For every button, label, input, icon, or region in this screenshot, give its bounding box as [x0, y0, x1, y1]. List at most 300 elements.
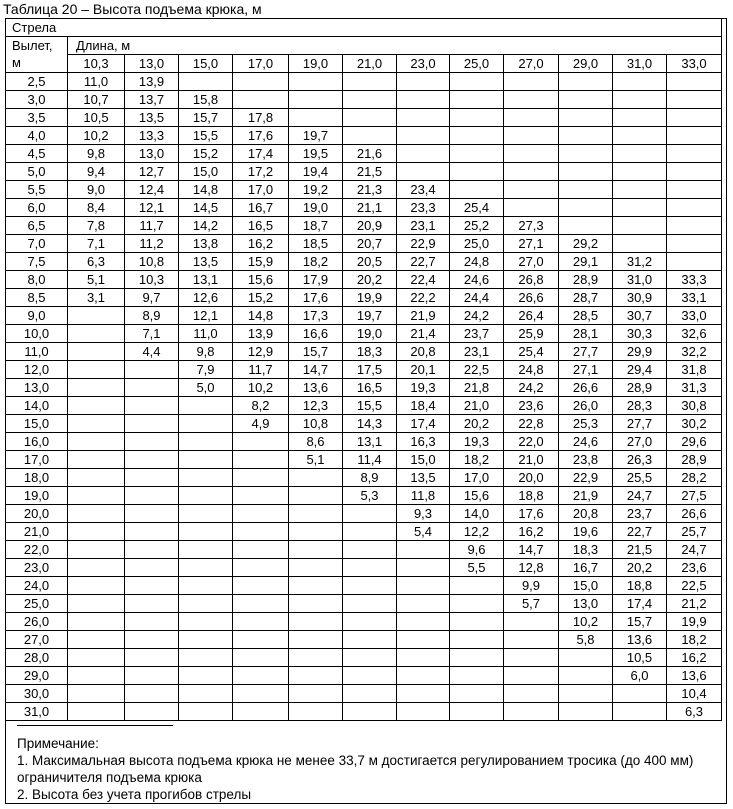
height-cell: 27,7	[613, 415, 667, 433]
height-cell	[125, 451, 179, 469]
height-cell: 11,0	[68, 73, 125, 91]
height-cell	[559, 181, 613, 199]
height-cell	[559, 73, 613, 91]
height-cell	[68, 577, 125, 595]
height-cell: 8,2	[233, 397, 289, 415]
height-cell	[179, 667, 233, 685]
height-cell: 15,0	[179, 163, 233, 181]
height-cell: 13,5	[397, 469, 450, 487]
height-cell: 22,9	[559, 469, 613, 487]
height-cell	[504, 73, 559, 91]
table-row	[6, 217, 722, 235]
height-cell: 15,6	[233, 271, 289, 289]
height-cell: 24,4	[450, 289, 504, 307]
height-cell	[397, 577, 450, 595]
height-cell	[125, 541, 179, 559]
height-cell: 18,5	[289, 235, 343, 253]
height-cell: 16,7	[559, 559, 613, 577]
height-cell: 15,0	[397, 451, 450, 469]
radius-cell: 27,0	[6, 631, 68, 649]
height-cell: 6,3	[667, 703, 722, 721]
height-cell: 25,3	[559, 415, 613, 433]
height-cell	[125, 361, 179, 379]
height-cell: 20,2	[343, 271, 397, 289]
table-row	[6, 667, 722, 685]
height-cell: 18,3	[559, 541, 613, 559]
radius-cell: 28,0	[6, 649, 68, 667]
height-cell: 19,3	[397, 379, 450, 397]
table-row	[6, 703, 722, 721]
height-cell	[343, 127, 397, 145]
height-cell: 27,1	[559, 361, 613, 379]
height-cell: 20,9	[343, 217, 397, 235]
height-cell: 10,7	[68, 91, 125, 109]
height-cell: 10,8	[289, 415, 343, 433]
height-cell: 20,8	[559, 505, 613, 523]
height-cell	[559, 127, 613, 145]
height-cell	[68, 343, 125, 361]
height-cell	[613, 91, 667, 109]
length-header-cell: 15,0	[179, 55, 233, 73]
height-cell: 32,2	[667, 343, 722, 361]
radius-cell: 13,0	[6, 379, 68, 397]
height-cell: 5,3	[343, 487, 397, 505]
height-cell: 9,8	[179, 343, 233, 361]
height-cell	[125, 631, 179, 649]
height-cell: 19,2	[289, 181, 343, 199]
height-cell: 33,0	[667, 307, 722, 325]
height-cell: 18,2	[450, 451, 504, 469]
height-cell: 18,7	[289, 217, 343, 235]
length-header-cell: 27,0	[504, 55, 559, 73]
height-cell: 16,2	[667, 649, 722, 667]
height-cell	[233, 505, 289, 523]
table-row	[6, 613, 722, 631]
height-cell: 12,1	[179, 307, 233, 325]
height-cell	[233, 685, 289, 703]
radius-cell: 8,0	[6, 271, 68, 289]
height-cell	[233, 433, 289, 451]
height-cell: 18,8	[504, 487, 559, 505]
height-cell	[179, 685, 233, 703]
height-cell: 5,7	[504, 595, 559, 613]
height-cell: 22,9	[397, 235, 450, 253]
height-cell: 18,8	[613, 577, 667, 595]
height-cell	[125, 433, 179, 451]
height-cell: 17,8	[233, 109, 289, 127]
height-cell: 19,3	[450, 433, 504, 451]
height-cell	[504, 649, 559, 667]
height-cell: 21,4	[397, 325, 450, 343]
height-cell	[504, 703, 559, 721]
height-cell	[68, 667, 125, 685]
height-cell: 13,5	[179, 253, 233, 271]
height-cell	[68, 307, 125, 325]
height-cell	[504, 91, 559, 109]
height-cell: 27,1	[504, 235, 559, 253]
height-cell	[559, 163, 613, 181]
height-cell: 7,8	[68, 217, 125, 235]
height-cell	[504, 613, 559, 631]
height-cell: 10,4	[667, 685, 722, 703]
height-cell: 30,3	[613, 325, 667, 343]
height-cell	[289, 667, 343, 685]
height-cell: 15,2	[179, 145, 233, 163]
height-cell: 4,4	[125, 343, 179, 361]
height-cell	[68, 487, 125, 505]
height-cell: 13,6	[667, 667, 722, 685]
height-cell	[125, 469, 179, 487]
height-cell	[559, 685, 613, 703]
height-cell: 6,3	[68, 253, 125, 271]
height-cell	[233, 577, 289, 595]
height-cell	[504, 163, 559, 181]
radius-cell: 4,0	[6, 127, 68, 145]
table-row	[6, 91, 722, 109]
height-cell: 20,1	[397, 361, 450, 379]
radius-cell: 6,5	[6, 217, 68, 235]
height-cell	[289, 613, 343, 631]
height-cell	[504, 631, 559, 649]
height-cell: 13,7	[125, 91, 179, 109]
height-cell	[450, 127, 504, 145]
height-cell	[343, 613, 397, 631]
height-cell	[559, 703, 613, 721]
radius-cell: 15,0	[6, 415, 68, 433]
height-cell	[233, 613, 289, 631]
table-row	[6, 307, 722, 325]
height-cell	[125, 559, 179, 577]
height-cell: 16,2	[233, 235, 289, 253]
height-cell: 20,7	[343, 235, 397, 253]
height-cell: 17,3	[289, 307, 343, 325]
height-cell: 6,0	[613, 667, 667, 685]
height-cell: 15,5	[343, 397, 397, 415]
height-cell: 22,5	[450, 361, 504, 379]
radius-cell: 31,0	[6, 703, 68, 721]
height-cell: 23,7	[450, 325, 504, 343]
height-cell	[289, 685, 343, 703]
height-cell: 23,6	[504, 397, 559, 415]
height-cell: 26,3	[613, 451, 667, 469]
height-cell	[450, 595, 504, 613]
radius-cell: 7,5	[6, 253, 68, 271]
height-cell	[504, 199, 559, 217]
height-cell: 13,9	[233, 325, 289, 343]
height-cell: 23,4	[397, 181, 450, 199]
table-row	[6, 577, 722, 595]
height-cell	[179, 703, 233, 721]
height-cell	[559, 667, 613, 685]
height-cell: 5,1	[68, 271, 125, 289]
height-cell: 13,0	[125, 145, 179, 163]
height-cell: 20,8	[397, 343, 450, 361]
height-cell	[289, 703, 343, 721]
height-cell	[68, 325, 125, 343]
table-row	[6, 253, 722, 271]
height-cell: 17,6	[289, 289, 343, 307]
height-cell: 8,9	[343, 469, 397, 487]
length-header-cell: 19,0	[289, 55, 343, 73]
height-cell: 26,0	[559, 397, 613, 415]
height-cell	[343, 541, 397, 559]
height-cell: 18,4	[397, 397, 450, 415]
height-cell: 24,8	[450, 253, 504, 271]
height-cell: 14,8	[233, 307, 289, 325]
height-cell	[397, 109, 450, 127]
height-cell: 15,2	[233, 289, 289, 307]
height-cell: 17,4	[233, 145, 289, 163]
height-cell: 11,7	[233, 361, 289, 379]
height-cell	[179, 451, 233, 469]
length-header-cell: 31,0	[613, 55, 667, 73]
height-cell: 11,4	[343, 451, 397, 469]
height-cell: 11,0	[179, 325, 233, 343]
table-row	[6, 541, 722, 559]
height-cell	[125, 379, 179, 397]
height-cell	[233, 91, 289, 109]
height-cell	[233, 631, 289, 649]
height-cell	[179, 523, 233, 541]
height-cell	[450, 685, 504, 703]
table-row	[6, 235, 722, 253]
height-cell	[397, 91, 450, 109]
height-cell	[179, 415, 233, 433]
height-cell	[125, 505, 179, 523]
table-row	[6, 487, 722, 505]
height-cell	[233, 703, 289, 721]
height-cell: 15,7	[289, 343, 343, 361]
height-cell: 16,5	[233, 217, 289, 235]
height-cell: 23,1	[397, 217, 450, 235]
height-cell: 11,8	[397, 487, 450, 505]
height-cell	[667, 181, 722, 199]
height-cell	[504, 685, 559, 703]
height-cell	[450, 667, 504, 685]
table-row	[6, 451, 722, 469]
height-cell	[125, 415, 179, 433]
height-cell: 14,5	[179, 199, 233, 217]
height-cell: 7,1	[125, 325, 179, 343]
height-cell	[343, 91, 397, 109]
height-cell	[233, 469, 289, 487]
height-cell	[125, 595, 179, 613]
height-cell: 27,0	[613, 433, 667, 451]
height-cell: 29,4	[613, 361, 667, 379]
table-row	[6, 199, 722, 217]
length-header-cell: 17,0	[233, 55, 289, 73]
height-cell: 21,5	[613, 541, 667, 559]
table-row	[6, 649, 722, 667]
height-cell: 21,9	[397, 307, 450, 325]
height-cell: 27,0	[504, 253, 559, 271]
notes-title: Примечание:	[17, 736, 99, 751]
notes-block	[17, 735, 721, 803]
height-cell: 17,2	[233, 163, 289, 181]
height-cell: 17,4	[613, 595, 667, 613]
table-row	[6, 343, 722, 361]
height-cell: 31,8	[667, 361, 722, 379]
height-cell: 12,4	[125, 181, 179, 199]
radius-cell: 5,5	[6, 181, 68, 199]
height-cell: 15,7	[179, 109, 233, 127]
height-cell: 22,5	[667, 577, 722, 595]
table-row	[6, 379, 722, 397]
height-cell: 31,0	[613, 271, 667, 289]
height-cell	[289, 487, 343, 505]
height-cell: 5,4	[397, 523, 450, 541]
height-cell: 13,3	[125, 127, 179, 145]
height-cell	[233, 559, 289, 577]
height-cell	[397, 703, 450, 721]
table-row	[6, 631, 722, 649]
height-cell	[397, 145, 450, 163]
note-2: 2. Высота без учета прогибов стрелы	[17, 787, 252, 802]
height-cell	[397, 667, 450, 685]
height-cell: 12,9	[233, 343, 289, 361]
height-cell	[289, 649, 343, 667]
header-row-labels	[6, 37, 722, 55]
height-cell	[125, 685, 179, 703]
height-cell	[613, 73, 667, 91]
height-cell	[667, 235, 722, 253]
height-cell: 4,9	[233, 415, 289, 433]
height-cell	[450, 631, 504, 649]
height-cell: 17,0	[450, 469, 504, 487]
height-cell	[343, 649, 397, 667]
height-cell	[613, 181, 667, 199]
height-cell: 28,3	[613, 397, 667, 415]
table-row	[6, 415, 722, 433]
height-cell: 24,2	[450, 307, 504, 325]
height-cell	[613, 235, 667, 253]
height-cell: 22,4	[397, 271, 450, 289]
height-cell	[397, 613, 450, 631]
height-cell: 22,0	[504, 433, 559, 451]
height-cell: 15,0	[559, 577, 613, 595]
radius-cell: 8,5	[6, 289, 68, 307]
table-row	[6, 361, 722, 379]
height-cell	[289, 577, 343, 595]
height-cell: 9,7	[125, 289, 179, 307]
height-cell: 16,7	[233, 199, 289, 217]
height-cell	[343, 595, 397, 613]
height-cell	[559, 109, 613, 127]
height-cell: 25,2	[450, 217, 504, 235]
height-cell	[179, 649, 233, 667]
length-header-cell: 25,0	[450, 55, 504, 73]
height-cell	[397, 559, 450, 577]
height-cell: 14,0	[450, 505, 504, 523]
height-cell	[504, 145, 559, 163]
height-cell: 33,3	[667, 271, 722, 289]
height-cell: 17,9	[289, 271, 343, 289]
height-cell: 8,6	[289, 433, 343, 451]
radius-cell: 24,0	[6, 577, 68, 595]
height-cell	[397, 163, 450, 181]
height-cell	[450, 703, 504, 721]
height-cell: 24,2	[504, 379, 559, 397]
height-cell: 7,9	[179, 361, 233, 379]
height-cell	[397, 127, 450, 145]
height-cell: 19,0	[343, 325, 397, 343]
hook-height-table	[5, 18, 722, 721]
height-cell: 31,2	[613, 253, 667, 271]
table-row	[6, 109, 722, 127]
height-cell: 27,7	[559, 343, 613, 361]
radius-cell: 12,0	[6, 361, 68, 379]
radius-cell: 3,0	[6, 91, 68, 109]
height-cell	[233, 487, 289, 505]
height-cell	[289, 541, 343, 559]
radius-cell: 20,0	[6, 505, 68, 523]
table-row	[6, 595, 722, 613]
height-cell	[125, 667, 179, 685]
height-cell	[450, 109, 504, 127]
length-header-cell: 23,0	[397, 55, 450, 73]
height-cell	[343, 505, 397, 523]
header-row-lengths	[6, 55, 722, 73]
height-cell	[233, 595, 289, 613]
height-cell: 26,8	[504, 271, 559, 289]
height-cell: 33,1	[667, 289, 722, 307]
height-cell	[343, 631, 397, 649]
height-cell: 5,5	[450, 559, 504, 577]
height-cell	[343, 73, 397, 91]
height-cell: 12,8	[504, 559, 559, 577]
height-cell	[289, 505, 343, 523]
height-cell: 15,5	[179, 127, 233, 145]
height-cell	[613, 145, 667, 163]
height-cell	[68, 505, 125, 523]
table-row	[6, 181, 722, 199]
height-cell	[179, 73, 233, 91]
height-cell	[343, 703, 397, 721]
height-cell: 9,0	[68, 181, 125, 199]
table-caption: Таблица 20 – Высота подъема крюка, м	[3, 1, 262, 17]
height-cell	[68, 523, 125, 541]
height-cell: 20,0	[504, 469, 559, 487]
height-cell	[233, 667, 289, 685]
height-cell: 20,2	[450, 415, 504, 433]
height-cell: 20,5	[343, 253, 397, 271]
height-cell: 10,2	[233, 379, 289, 397]
height-cell	[504, 667, 559, 685]
height-cell	[68, 361, 125, 379]
height-cell	[179, 559, 233, 577]
height-cell: 17,6	[233, 127, 289, 145]
height-cell: 31,3	[667, 379, 722, 397]
height-cell: 24,7	[613, 487, 667, 505]
height-cell	[450, 73, 504, 91]
notes-separator	[17, 725, 173, 726]
height-cell: 15,9	[233, 253, 289, 271]
height-cell: 25,7	[667, 523, 722, 541]
length-header-cell: 10,3	[68, 55, 125, 73]
height-cell: 9,3	[397, 505, 450, 523]
radius-cell: 16,0	[6, 433, 68, 451]
radius-cell: 22,0	[6, 541, 68, 559]
height-cell: 14,2	[179, 217, 233, 235]
height-cell	[504, 109, 559, 127]
height-cell: 16,2	[504, 523, 559, 541]
height-cell: 22,8	[504, 415, 559, 433]
table-row	[6, 289, 722, 307]
table-row	[6, 271, 722, 289]
height-cell: 29,6	[667, 433, 722, 451]
height-cell	[667, 217, 722, 235]
height-cell	[559, 217, 613, 235]
